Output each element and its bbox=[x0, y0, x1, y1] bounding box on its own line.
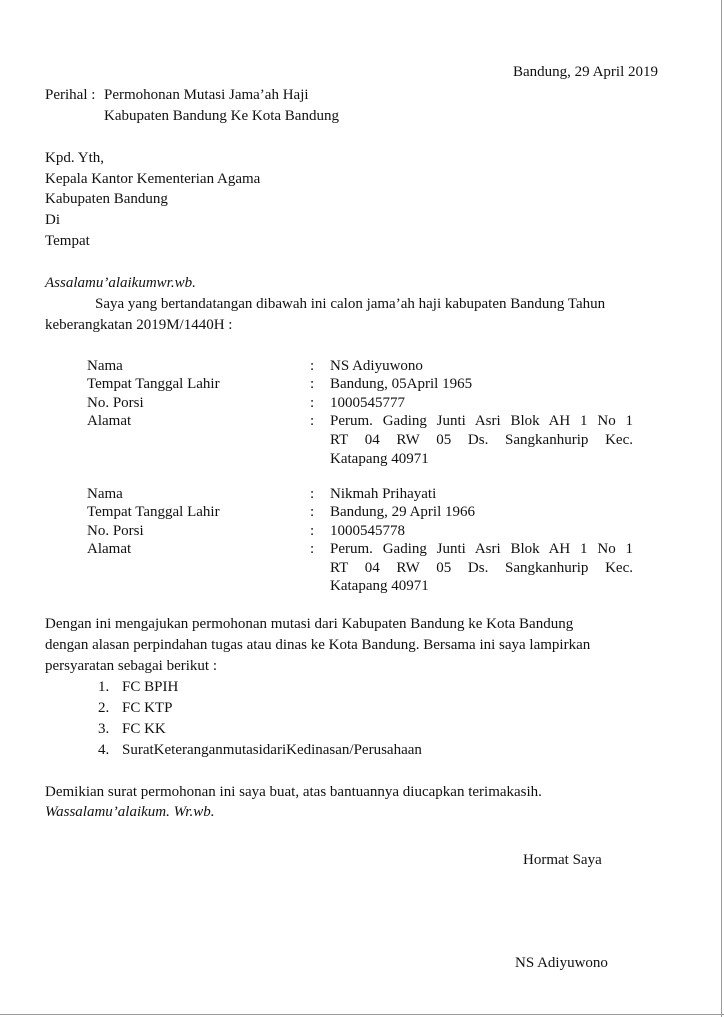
field-label-address: Alamat bbox=[87, 413, 132, 429]
list-item-number: 2. bbox=[98, 700, 110, 716]
intro-line-2: keberangkatan 2019M/1440H : bbox=[45, 317, 233, 333]
list-item: FC BPIH bbox=[122, 679, 179, 695]
field-label-birth: Tempat Tanggal Lahir bbox=[87, 376, 220, 392]
list-item-number: 4. bbox=[98, 742, 110, 758]
body-line: dengan alasan perpindahan tugas atau dinas ke Kota Bandung. Bersama ini saya lampirkan bbox=[45, 637, 591, 653]
field-separator: : bbox=[310, 413, 315, 429]
field-separator: : bbox=[310, 523, 315, 539]
applicant-birth: Bandung, 05April 1965 bbox=[330, 376, 473, 392]
letter-date: Bandung, 29 April 2019 bbox=[513, 64, 658, 80]
applicant-address-line-1: Perum. Gading Junti Asri Blok AH 1 No 1 bbox=[330, 413, 633, 429]
field-label-name: Nama bbox=[87, 486, 123, 502]
greeting: Assalamu’alaikumwr.wb. bbox=[45, 275, 196, 291]
applicant-name: NS Adiyuwono bbox=[330, 358, 423, 374]
closing-sentence: Demikian surat permohonan ini saya buat, atas bantuannya diucapkan terimakasih. bbox=[45, 784, 542, 800]
farewell: Wassalamu’alaikum. Wr.wb. bbox=[45, 804, 215, 820]
recipient-line: Kabupaten Bandung bbox=[45, 191, 168, 207]
field-separator: : bbox=[310, 358, 315, 374]
field-separator: : bbox=[310, 504, 315, 520]
subject-line-2: Kabupaten Bandung Ke Kota Bandung bbox=[104, 108, 339, 124]
field-separator: : bbox=[310, 541, 315, 557]
subject-line-1: Permohonan Mutasi Jama’ah Haji bbox=[104, 87, 309, 103]
recipient-line: Kpd. Yth, bbox=[45, 150, 105, 166]
list-item-number: 1. bbox=[98, 679, 110, 695]
list-item: FC KTP bbox=[122, 700, 173, 716]
field-label-porsi: No. Porsi bbox=[87, 523, 144, 539]
subject-label: Perihal : bbox=[45, 87, 96, 103]
list-item: SuratKeteranganmutasidariKedinasan/Perusahaan bbox=[122, 742, 422, 758]
applicant-porsi: 1000545777 bbox=[330, 395, 405, 411]
body-line: persyaratan sebagai berikut : bbox=[45, 658, 218, 674]
field-separator: : bbox=[310, 376, 315, 392]
applicant-birth: Bandung, 29 April 1966 bbox=[330, 504, 475, 520]
field-label-address: Alamat bbox=[87, 541, 132, 557]
applicant-address-line-2: RT 04 RW 05 Ds. Sangkanhurip Kec. bbox=[330, 560, 633, 576]
intro-line-1: Saya yang bertandatangan dibawah ini calon jama’ah haji kabupaten Bandung Tahun bbox=[95, 296, 606, 312]
page-border-right bbox=[721, 0, 722, 1017]
signoff: Hormat Saya bbox=[523, 852, 602, 868]
field-label-porsi: No. Porsi bbox=[87, 395, 144, 411]
recipient-line: Kepala Kantor Kementerian Agama bbox=[45, 171, 261, 187]
applicant-address-line-2: RT 04 RW 05 Ds. Sangkanhurip Kec. bbox=[330, 432, 633, 448]
list-item-number: 3. bbox=[98, 721, 110, 737]
field-separator: : bbox=[310, 395, 315, 411]
recipient-line: Di bbox=[45, 212, 60, 228]
applicant-address-line-3: Katapang 40971 bbox=[330, 578, 429, 594]
list-item: FC KK bbox=[122, 721, 166, 737]
applicant-name: Nikmah Prihayati bbox=[330, 486, 437, 502]
field-label-birth: Tempat Tanggal Lahir bbox=[87, 504, 220, 520]
field-label-name: Nama bbox=[87, 358, 123, 374]
page-border-bottom bbox=[0, 1014, 724, 1015]
applicant-address-line-3: Katapang 40971 bbox=[330, 451, 429, 467]
body-line: Dengan ini mengajukan permohonan mutasi dari Kabupaten Bandung ke Kota Bandung bbox=[45, 616, 574, 632]
signer-name: NS Adiyuwono bbox=[515, 955, 608, 971]
applicant-porsi: 1000545778 bbox=[330, 523, 405, 539]
applicant-address-line-1: Perum. Gading Junti Asri Blok AH 1 No 1 bbox=[330, 541, 633, 557]
recipient-line: Tempat bbox=[45, 233, 90, 249]
field-separator: : bbox=[310, 486, 315, 502]
